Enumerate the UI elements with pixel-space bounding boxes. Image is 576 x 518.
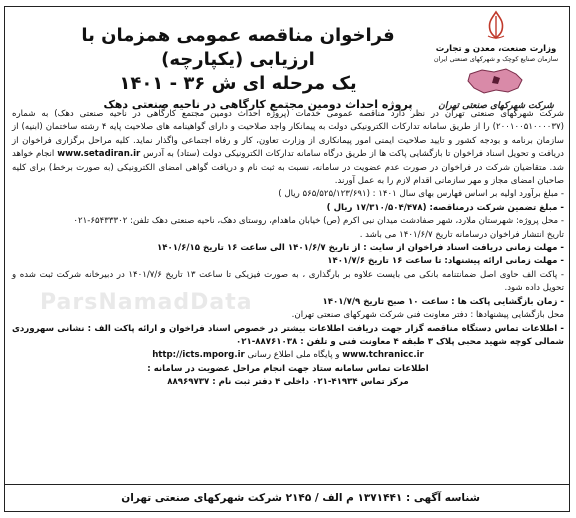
icts-link[interactable]: http://icts.mporg.ir bbox=[152, 350, 245, 361]
notice-number: یک مرحله ای ش ۳۶ - ۱۴۰۱ bbox=[119, 73, 357, 94]
setad-url-link[interactable]: www.setadiran.ir bbox=[57, 149, 141, 160]
publish-date-line: تاریخ انتشار فراخوان درسامانه تاریخ ۱۴۰۱/۶/۷ می باشد . bbox=[359, 229, 564, 240]
document-window-line: - مهلت زمانی دریافت اسناد فراخوان از سایت : از تاریخ ۱۴۰۱/۶/۷ الی ساعت ۱۶ تاریخ ۱۴۰۱/۶/۱۵ bbox=[157, 243, 564, 254]
iran-map-icon bbox=[464, 66, 528, 96]
intro-continued: انجام خواهد شد. متقاضیان شرکت در فراخوان در صورت عدم عضویت در سامانه، نسبت به ثبت نام و دریافت گواهی امضای الکترونیکی (به صورت برخط) برای کلیه صاحبان امضای مجاز و مهر سازمانی اقدام لازم را به عمل آورند. bbox=[12, 149, 564, 187]
watermark: ParsNamadData bbox=[40, 290, 253, 315]
company-logo-text: شرکت شهرکهای صنعتی تهران bbox=[438, 101, 554, 111]
tchranicc-link[interactable]: www.tchranicc.ir bbox=[342, 350, 424, 361]
opening-place-line: محل بازگشایی پیشنهادها : دفتر معاونت فنی شرکت شهرکهای صنعتی تهران. bbox=[291, 310, 564, 321]
logo-block bbox=[430, 10, 562, 110]
ministry-name: وزارت صنعت، معدن و تجارت bbox=[435, 44, 557, 54]
intro-paragraph bbox=[12, 108, 564, 188]
project-subtitle: پروژه احداث دومین مجتمع کارگاهی در ناحیه صنعتی دهک bbox=[103, 98, 413, 111]
guarantee-line: - مبلغ تضمین شرکت درمناقصه: (۱۷/۳۱۰/۵۰۴/۴۷۸ ریال ) bbox=[326, 202, 564, 213]
intro-text: شرکت شهرکهای صنعتی تهران در نظر دارد مناقصه عمومی خدمات (پروژه احداث دومین مجتمع کارگاهی در ناحیه صنعتی دهک) به شماره (۲۰۰۱۰۰۵۱۰۰۰۰۳۷) را از طریق سامانه تدارکات الکترونیکی دولت به پیمانکار واجد صلاحیت و دارای گواهینامه های صلاحیت پایه ۴ رشته ساختمان (ابنیه) از سازمان برنامه و بودجه کشور و تایید صلاحیت ایمنی امور پیمانکاری از وزارت تعاون، کار و رفاه اجتماعی واگذار نماید. کلیه مراحل برگزاری فراخوان از دریافت و تحویل اسناد فراخوان تا بازگشایی پاکت ها از طریق درگاه سامانه تدارکات الکترونیکی دولت (ستاد) به آدرس bbox=[12, 109, 564, 160]
call-center-line: مرکز تماس ۴۱۹۳۴-۰۲۱ داخلی ۴ دفتر ثبت نام : ۸۸۹۶۹۷۳۷ bbox=[167, 377, 409, 388]
iran-emblem-icon bbox=[482, 10, 510, 40]
websites-label: و پایگاه ملی اطلاع رسانی bbox=[247, 350, 340, 361]
opening-line: - زمان بازگشایی پاکت ها : ساعت ۱۰ صبح تاریخ ۱۴۰۱/۷/۹ bbox=[322, 296, 564, 307]
notice-header bbox=[8, 10, 568, 115]
location-line: - محل پروژه: شهرستان ملارد، شهر صفادشت میدان نبی اکرم (ص) خیابان ماهدام، روستای دهک، ناحیه صنعتی دهک تلفن: ۶۵۴۳۳۳۰۲-۰۲۱ bbox=[73, 216, 564, 227]
submit-deadline-line: - مهلت زمانی ارائه پیشنهاد: تا ساعت ۱۶ تاریخ ۱۴۰۱/۷/۶ bbox=[327, 256, 564, 267]
notice-footer: شناسه آگهی : ۱۳۷۱۴۴۱ م الف / ۲۱۴۵ شرکت شهرکهای صنعتی تهران bbox=[4, 484, 570, 512]
contact-line: - اطلاعات تماس دستگاه مناقصه گزار جهت دریافت اطلاعات بیشتر در خصوص اسناد فراخوان و ارائه پاکت الف : نشانی سهروردی شمالی کوچه شهید محبی پلاک ۳ طبقه ۴ معاونت فنی و تلفن : ۸۸۷۶۱۰۳۸-۰۲۱ bbox=[12, 323, 564, 347]
budget-line: - مبلغ برآورد اولیه بر اساس فهارس بهای سال ۱۴۰۱ : (۵۶۵/۵۲۵/۱۲۳/۶۹۱ ریال ) bbox=[278, 189, 564, 200]
notice-title: فراخوان مناقصه عمومی همزمان با ارزیابی (یکپارچه) bbox=[81, 25, 395, 70]
websites-line bbox=[12, 349, 564, 362]
envelope-a-line: - پاکت الف حاوی اصل ضمانتنامه بانکی می بایست علاوه بر بارگذاری ، به صورت فیزیکی تا ساعت ۱۳ تاریخ ۱۴۰۱/۷/۶ در دبیرخانه شرکت ثبت شده و تحویل داده شود. bbox=[12, 269, 564, 294]
organization-name: سازمان صنایع کوچک و شهرکهای صنعتی ایران bbox=[433, 55, 559, 63]
title-block bbox=[48, 24, 428, 96]
notice-body bbox=[12, 108, 564, 390]
setad-contact-line: اطلاعات تماس سامانه ستاد جهت انجام مراحل عضویت در سامانه : bbox=[147, 363, 429, 374]
